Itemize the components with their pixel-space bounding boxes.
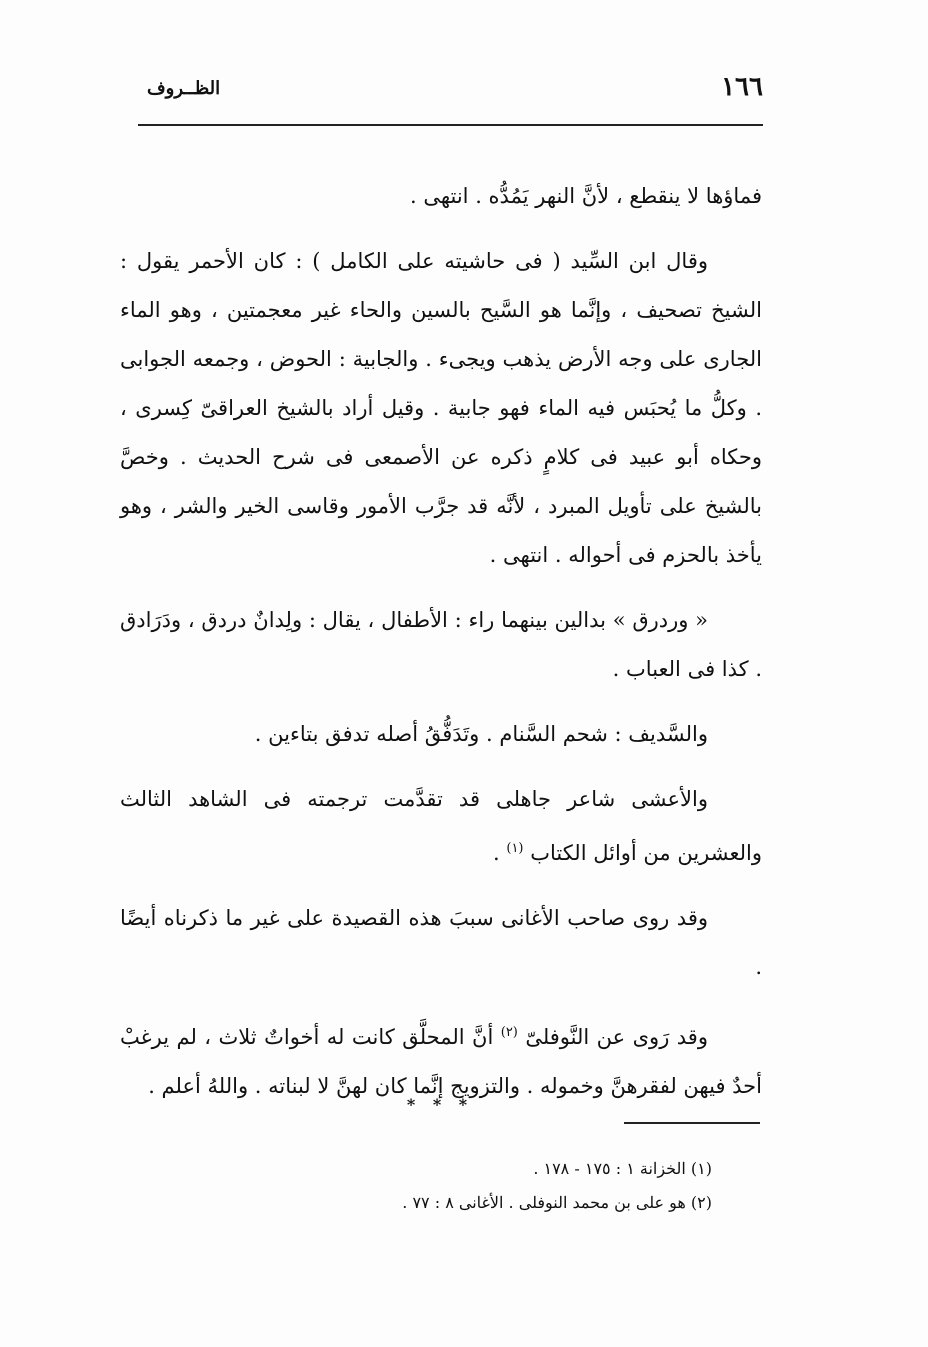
paragraph-5-text: والأعشى شاعر جاهلى قد تقدَّمت ترجمته فى الشاهد الثالث والعشرين من أوائل الكتاب: [120, 787, 762, 865]
paragraph-2-text: وقال ابن السِّيد ( فى حاشيته على الكامل ) : كان الأحمر يقول : الشيخ تصحيف ، وإنَّما هو السَّيح بالسين والحاء غير معجمتين ، وهو الماء الجارى على وجه الأرض يذهب ويجىء . والجابية : الحوض ، وجمعه الجوابى . وكلُّ ما يُحبَس فيه الماء فهو جابية . وقيل أراد بالشيخ العراقىّ كِسرى ، وحكاه أبو عبيد فى كلامٍ ذكره عن الأصمعى فى شرح الحديث . وخصَّ بالشيخ على تأويل المبرد ، لأنَّه قد جرَّب الأمور وقاسى الخير والشر ، وهو يأخذ بالحزم فى أحواله . انتهى .: [120, 249, 762, 567]
page-number: ١٦٦: [721, 72, 763, 102]
paragraph-4-text: والسَّديف : شحم السَّنام . وتَدَفُّقُ أصله تدفق بتاءين .: [254, 722, 708, 746]
paragraph-1-text: فماؤها لا ينقطع ، لأنَّ النهر يَمُدُّه . انتهى .: [409, 184, 762, 208]
paragraph-6-text: وقد روى صاحب الأغانى سببَ هذه القصيدة على غير ما ذكرناه أيضًا .: [120, 906, 762, 979]
paragraph-7-text-a: وقد رَوى عن النَّوفلىّ: [517, 1025, 708, 1049]
footnote-1: (١) الخزانة ١ : ١٧٥ - ١٧٨ .: [533, 1159, 712, 1178]
paragraph-4: [120, 710, 762, 759]
paragraph-1: [120, 172, 762, 221]
paragraph-5: [120, 775, 762, 878]
footnote-2: (٢) هو على بن محمد النوفلى . الأغانى ٨ : ٧٧ .: [402, 1193, 712, 1212]
paragraph-5-end: .: [493, 841, 507, 865]
header-rule: [138, 124, 763, 126]
running-title: الظــروف: [147, 78, 221, 99]
paragraph-6: [120, 894, 762, 992]
footnote-ref-2[interactable]: (٢): [500, 1025, 518, 1040]
section-separator: * * *: [406, 1095, 474, 1114]
paragraph-7-text-b: أنَّ المحلَّق كانت له أخواتٌ ثلاث ، لم يرغبْ أحدٌ فيهن لفقرهنَّ وخموله . والتزويج إنَّما كان لهنَّ لا لبناته . واللهُ أعلم .: [120, 1025, 762, 1098]
footnote-rule: [624, 1122, 760, 1124]
footnotes: [300, 1152, 712, 1220]
footnote-ref-1[interactable]: (١): [506, 841, 524, 856]
page-header: [135, 72, 763, 112]
paragraph-3: [120, 596, 762, 694]
body-text: [120, 172, 762, 1127]
paragraph-5-content: [120, 775, 762, 878]
paragraph-2: [120, 237, 762, 580]
paragraph-3-text: « وردرق » بدالين بينهما راء : الأطفال ، يقال : ولِدانٌ دردق ، ودَرَادق . كذا فى العباب .: [120, 608, 762, 681]
